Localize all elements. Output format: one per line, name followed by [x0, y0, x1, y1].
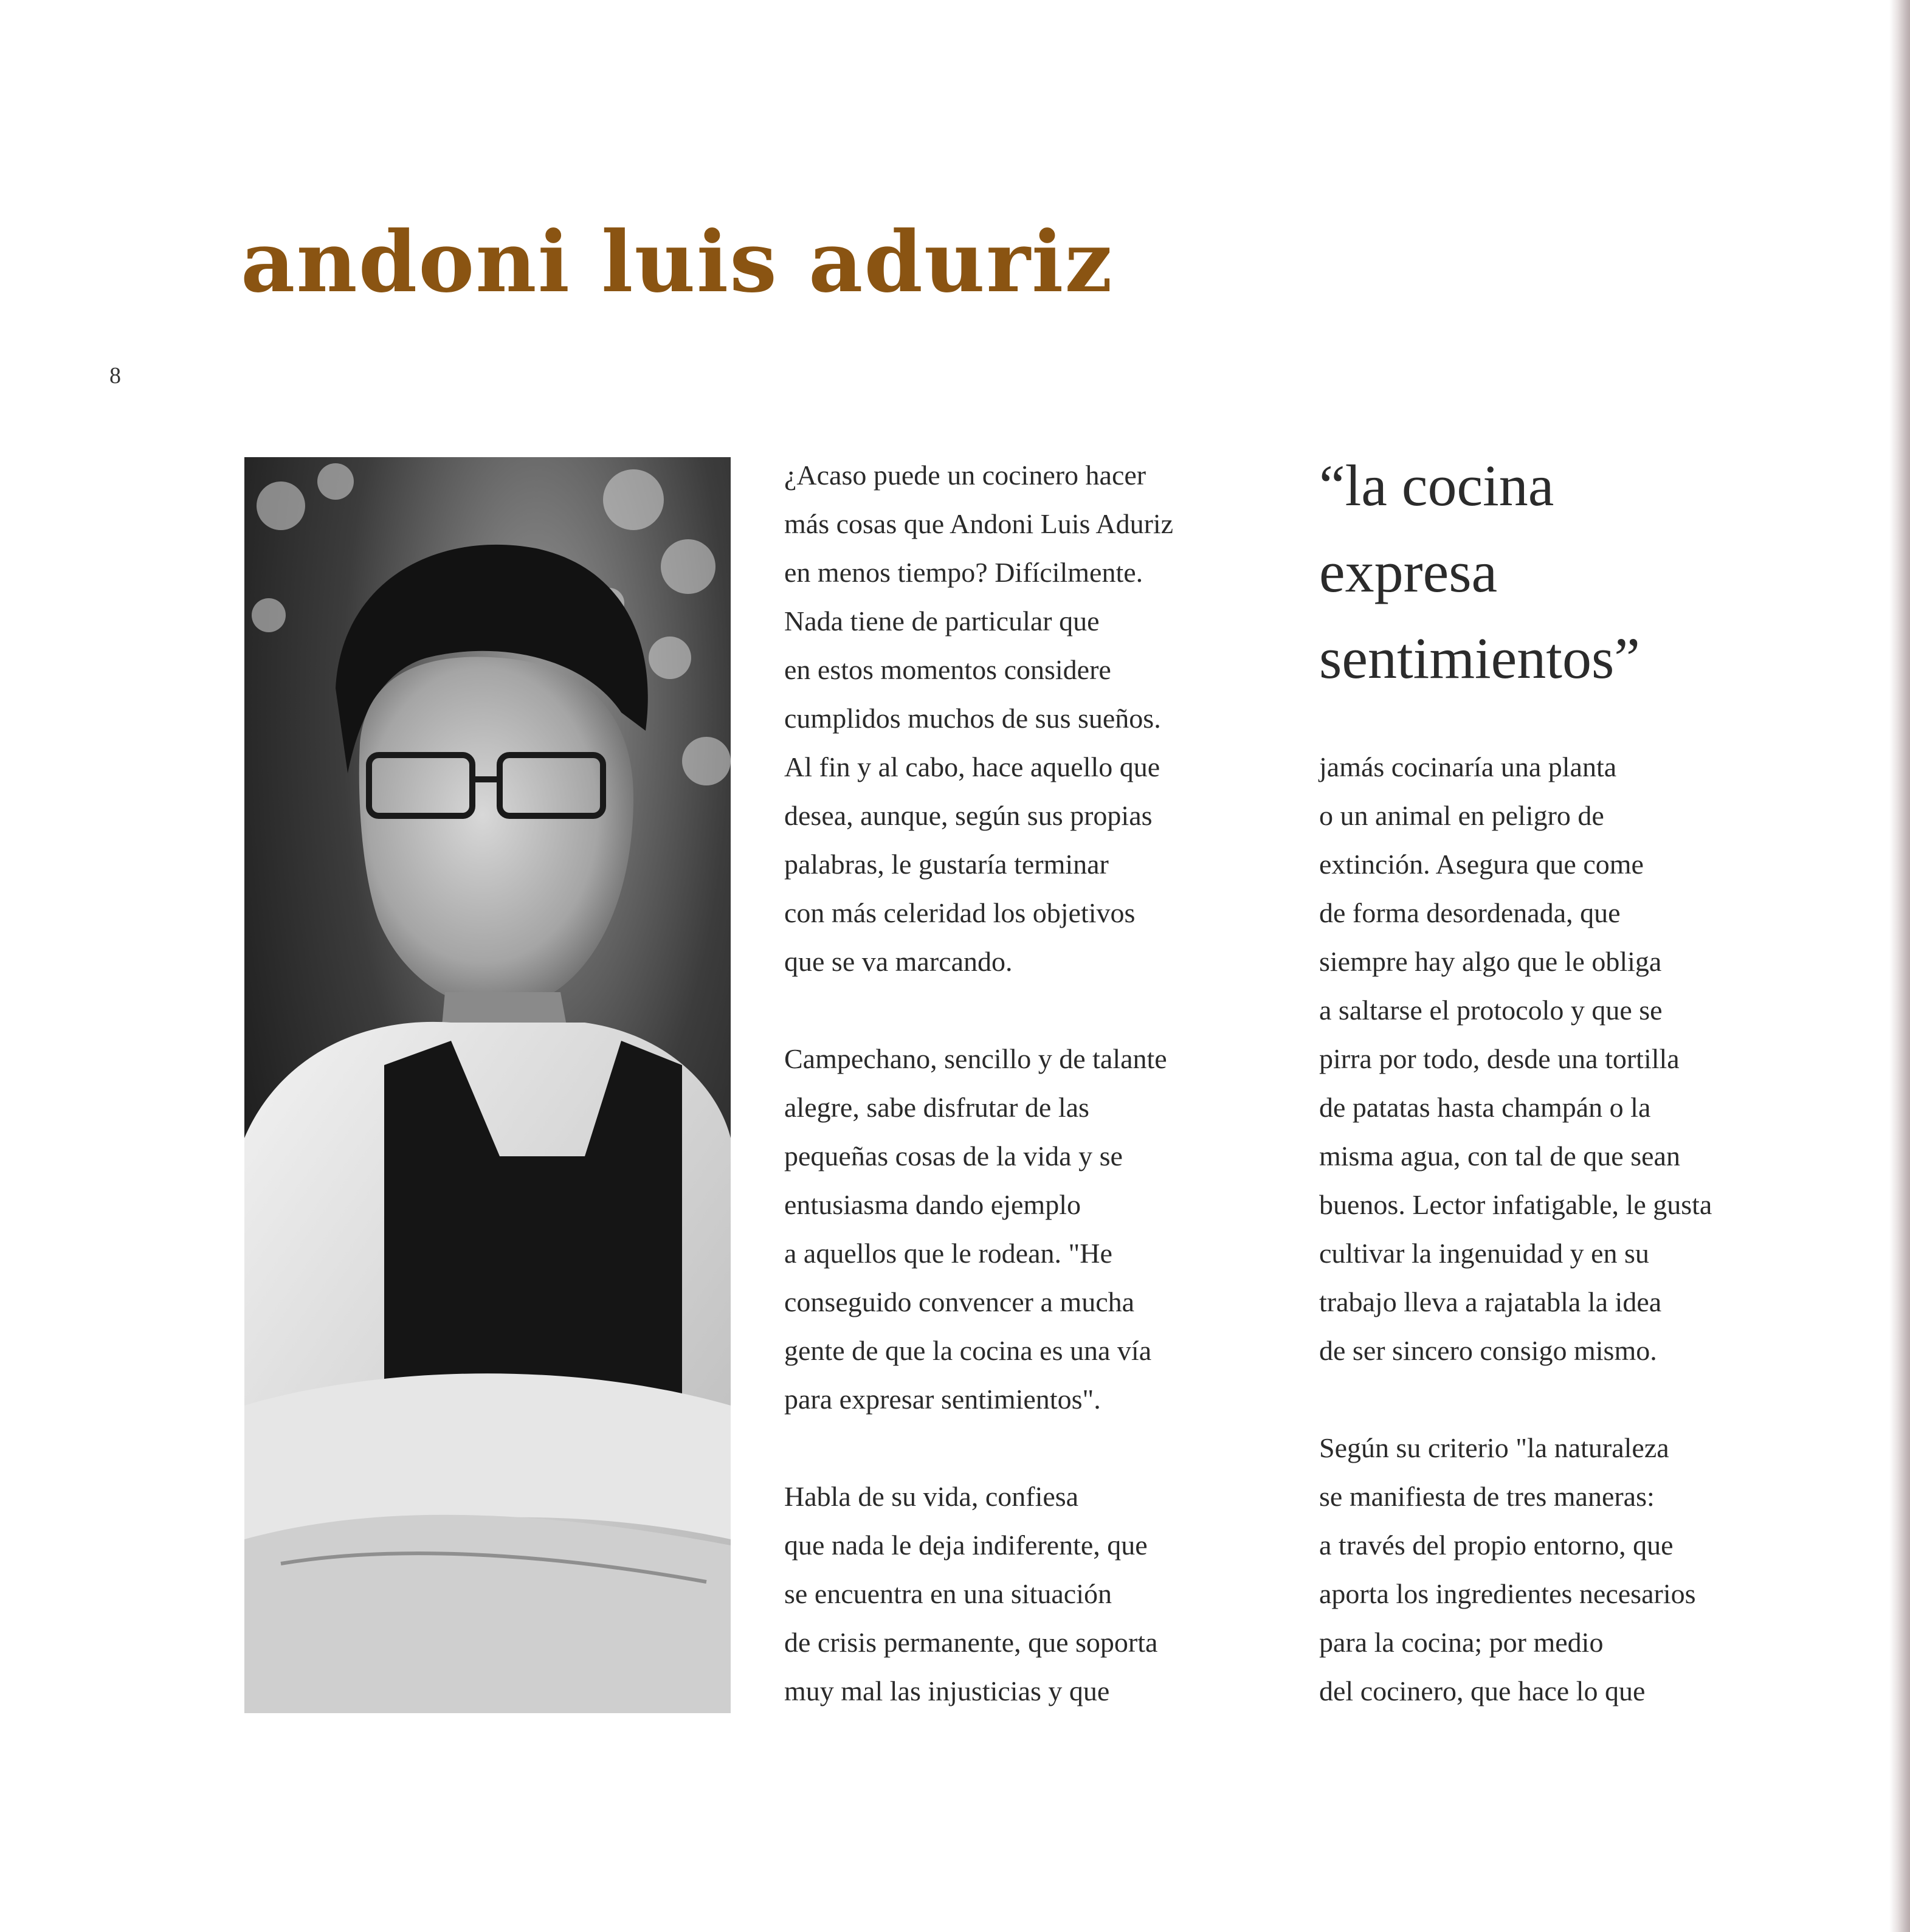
body-text-line: desea, aunque, según sus propias — [784, 800, 1153, 831]
body-text-line: Campechano, sencillo y de talante — [784, 1043, 1167, 1074]
body-text-line: misma agua, con tal de que sean — [1319, 1140, 1680, 1171]
body-text-line: para expresar sentimientos". — [784, 1384, 1101, 1415]
body-text-line: jamás cocinaría una planta — [1319, 751, 1617, 782]
paragraph-gap — [1319, 1375, 1712, 1424]
body-text-line: que se va marcando. — [784, 946, 1013, 977]
body-text-line: que nada le deja indiferente, que — [784, 1530, 1148, 1561]
body-column-1 — [784, 451, 1173, 1716]
body-text-line: Al fin y al cabo, hace aquello que — [784, 751, 1160, 782]
quote-line: expresa — [1319, 539, 1498, 604]
body-text-line: cultivar la ingenuidad y en su — [1319, 1238, 1649, 1269]
body-text-line: se manifiesta de tres maneras: — [1319, 1481, 1655, 1512]
body-text-line: buenos. Lector infatigable, le gusta — [1319, 1189, 1712, 1220]
body-text-line: entusiasma dando ejemplo — [784, 1189, 1081, 1220]
body-text-line: del cocinero, que hace lo que — [1319, 1675, 1646, 1706]
body-text-line: en menos tiempo? Difícilmente. — [784, 557, 1143, 588]
page-spine-shadow — [1889, 0, 1910, 1932]
body-text-line: de ser sincero consigo mismo. — [1319, 1335, 1657, 1366]
body-text-line: a aquellos que le rodean. "He — [784, 1238, 1112, 1269]
body-text-line: de patatas hasta champán o la — [1319, 1092, 1651, 1123]
body-text-line: Según su criterio "la naturaleza — [1319, 1432, 1669, 1463]
body-text-line: más cosas que Andoni Luis Aduriz — [784, 508, 1174, 539]
body-text-line: a saltarse el protocolo y que se — [1319, 995, 1663, 1026]
page-number: 8 — [109, 363, 121, 388]
body-text-line: muy mal las injusticias y que — [784, 1675, 1110, 1706]
quote-line: sentimientos” — [1319, 626, 1640, 691]
body-text-line: gente de que la cocina es una vía — [784, 1335, 1152, 1366]
body-text-line: cumplidos muchos de sus sueños. — [784, 703, 1161, 734]
body-text-line: en estos momentos considere — [784, 654, 1111, 685]
body-text-line: trabajo lleva a rajatabla la idea — [1319, 1286, 1662, 1317]
body-text-line: se encuentra en una situación — [784, 1578, 1112, 1609]
body-text-line: para la cocina; por medio — [1319, 1627, 1604, 1658]
page-title: andoni luis aduriz — [241, 212, 1114, 312]
body-text-line: extinción. Asegura que come — [1319, 849, 1644, 880]
body-text-line: Habla de su vida, confiesa — [784, 1481, 1079, 1512]
body-text-line: o un animal en peligro de — [1319, 800, 1604, 831]
body-text-line: aporta los ingredientes necesarios — [1319, 1578, 1696, 1609]
pull-quote — [1319, 443, 1640, 702]
body-text-line: pequeñas cosas de la vida y se — [784, 1140, 1123, 1171]
body-text-line: con más celeridad los objetivos — [784, 897, 1136, 928]
body-text-line: conseguido convencer a mucha — [784, 1286, 1135, 1317]
chef-portrait-photo — [244, 457, 731, 1713]
body-text-line: siempre hay algo que le obliga — [1319, 946, 1662, 977]
body-text-line: ¿Acaso puede un cocinero hacer — [784, 460, 1146, 491]
quote-line: “la cocina — [1319, 453, 1554, 518]
body-text-line: de crisis permanente, que soporta — [784, 1627, 1158, 1658]
paragraph-gap — [784, 1424, 1173, 1472]
body-text-line: alegre, sabe disfrutar de las — [784, 1092, 1089, 1123]
body-text-line: a través del propio entorno, que — [1319, 1530, 1674, 1561]
paragraph-gap — [784, 986, 1173, 1035]
body-text-line: de forma desordenada, que — [1319, 897, 1621, 928]
body-text-line: Nada tiene de particular que — [784, 605, 1100, 637]
body-text-line: palabras, le gustaría terminar — [784, 849, 1109, 880]
body-text-line: pirra por todo, desde una tortilla — [1319, 1043, 1680, 1074]
body-column-2 — [1319, 743, 1712, 1716]
